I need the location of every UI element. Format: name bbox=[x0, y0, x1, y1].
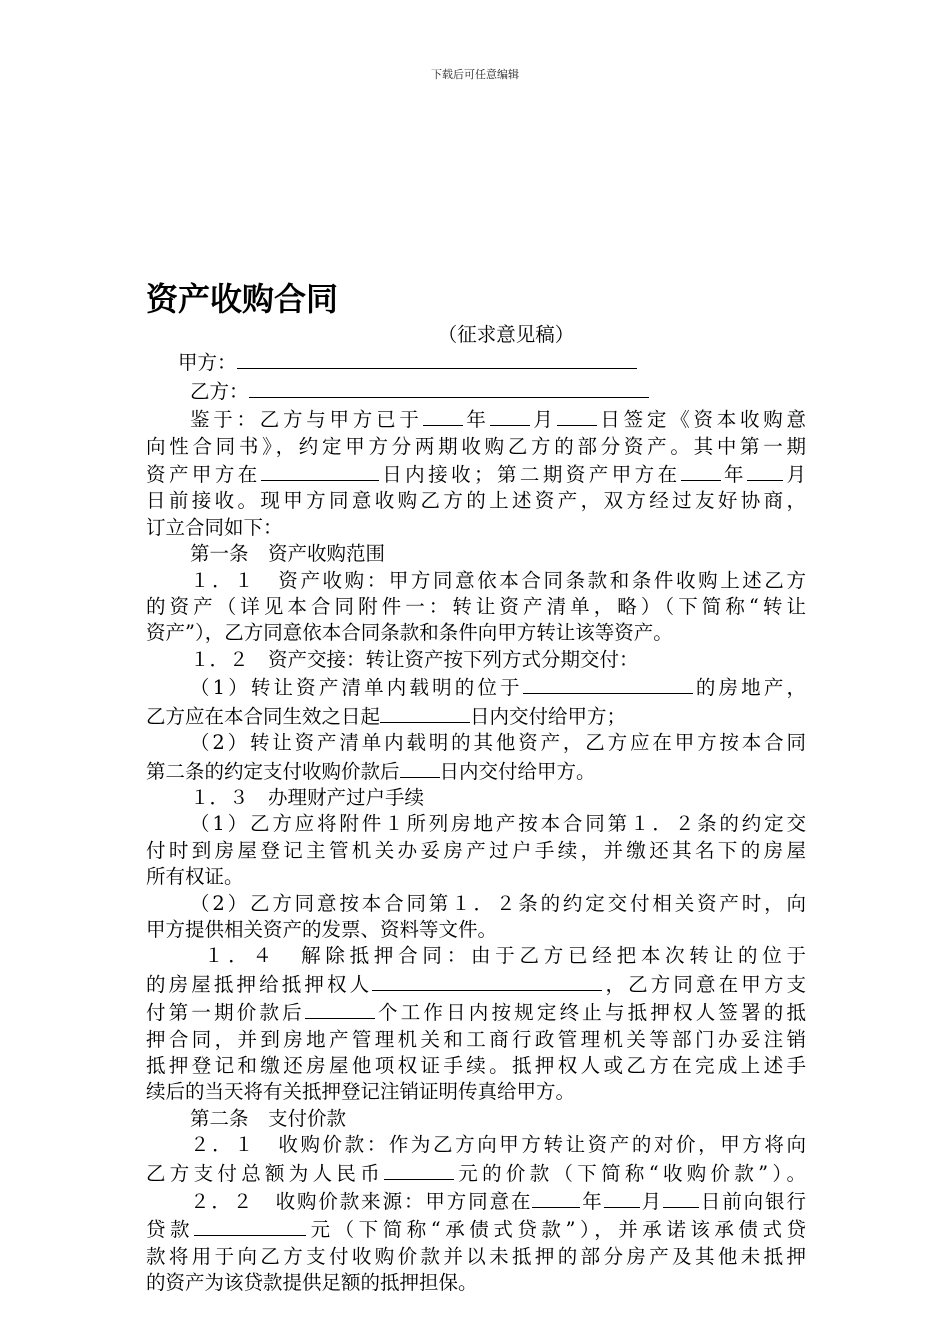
blank-days bbox=[400, 757, 440, 778]
blank-loan-amount bbox=[194, 1215, 306, 1236]
s14-line-5: 抵押登记和缴还房屋他项权证手续。抵押权人或乙方在完成上述手 bbox=[146, 1053, 806, 1077]
s11-line-2: 的资产（详见本合同附件一：转让资产清单，略）（下简称“转让 bbox=[146, 595, 806, 619]
whereas-line-4: 日前接收。现甲方同意收购乙方的上述资产，双方经过友好协商， bbox=[146, 489, 806, 513]
s13-heading: １．３ 办理财产过户手续 bbox=[190, 785, 425, 809]
text: 鉴于：乙方与甲方已于 bbox=[190, 408, 423, 432]
text: 日内交付给甲方； bbox=[470, 704, 627, 728]
s22-line-1 bbox=[146, 1187, 806, 1215]
s14-line-4: 押合同，并到房地产管理机关和工商行政管理机关等部门办妥注销 bbox=[146, 1027, 806, 1051]
text: 的房屋抵押给抵押权人 bbox=[146, 972, 373, 996]
whereas-line-2: 向性合同书》，约定甲方分两期收购乙方的部分资产。其中第一期 bbox=[146, 434, 806, 458]
blank-location bbox=[523, 673, 693, 694]
blank-days bbox=[261, 460, 379, 481]
text: 日内交付给甲方。 bbox=[439, 759, 596, 783]
text: 元（下简称“承债式贷款”），并承诺该承债式贷 bbox=[306, 1218, 806, 1242]
s21-line-2 bbox=[146, 1159, 806, 1187]
text: 月 bbox=[639, 1190, 663, 1213]
s13-p1-line-1: （1）乙方应将附件１所列房地产按本合同第１．２条的约定交 bbox=[190, 812, 806, 836]
text: 的房地产， bbox=[692, 676, 806, 700]
article-2-heading: 第二条 支付价款 bbox=[190, 1106, 347, 1130]
party-b-line bbox=[146, 377, 806, 405]
text: 乙方应在本合同生效之日起 bbox=[146, 704, 381, 728]
s22-line-2 bbox=[146, 1215, 806, 1243]
s12-p1-line-1 bbox=[146, 673, 806, 701]
text: 日内接收；第二期资产甲方在 bbox=[378, 463, 681, 487]
blank-month bbox=[604, 1187, 640, 1208]
blank-amount bbox=[384, 1159, 454, 1180]
blank-year bbox=[423, 405, 463, 426]
blank-month bbox=[490, 405, 530, 426]
text: ２．２ 收购价款来源：甲方同意在 bbox=[190, 1190, 533, 1213]
text: 月 bbox=[529, 408, 557, 432]
s13-p1-line-2: 付时到房屋登记主管机关办妥房产过户手续，并缴还其名下的房屋 bbox=[146, 838, 806, 862]
whereas-line-1 bbox=[146, 405, 806, 433]
s12-heading: １．２ 资产交接：转让资产按下列方式分期交付： bbox=[190, 647, 639, 671]
text: 年 bbox=[462, 408, 490, 432]
s14-line-1: １．４ 解除抵押合同：由于乙方已经把本次转让的位于 bbox=[204, 944, 806, 968]
text: ，乙方同意在甲方支 bbox=[602, 972, 806, 996]
party-a-line bbox=[146, 348, 806, 376]
blank-days bbox=[380, 702, 470, 723]
s13-p2-line-1: （2）乙方同意按本合同第１．２条的约定交付相关资产时，向 bbox=[190, 891, 806, 915]
s22-line-3: 款将用于向乙方支付收购价款并以未抵押的部分房产及其他未抵押 bbox=[146, 1244, 806, 1268]
party-a-blank bbox=[237, 348, 637, 369]
text: 乙方支付总额为人民币 bbox=[146, 1161, 384, 1185]
s13-p1-line-3: 所有权证。 bbox=[146, 865, 244, 889]
whereas-line-5: 订立合同如下： bbox=[146, 515, 283, 539]
blank-workdays bbox=[305, 998, 375, 1019]
text: 年 bbox=[720, 463, 747, 487]
text: （1）转让资产清单内载明的位于 bbox=[190, 676, 523, 700]
document-title: 资产收购合同 bbox=[146, 280, 339, 318]
document-body bbox=[146, 322, 806, 1297]
s14-line-2 bbox=[146, 970, 806, 998]
party-b-label: 乙方： bbox=[190, 379, 249, 403]
text: 月 bbox=[783, 463, 806, 487]
s14-line-6: 续后的当天将有关抵押登记注销证明传真给甲方。 bbox=[146, 1080, 576, 1104]
s11-line-3: 资产”），乙方同意依本合同条款和条件向甲方转让该等资产。 bbox=[146, 621, 673, 645]
blank-month bbox=[747, 460, 783, 481]
blank-mortgagee bbox=[372, 970, 602, 991]
text: 日签定《资本收购意 bbox=[596, 408, 806, 432]
s12-p2-line-2 bbox=[146, 757, 806, 785]
header-note: 下载后可任意编辑 bbox=[431, 68, 519, 81]
s13-p2-line-2: 甲方提供相关资产的发票、资料等文件。 bbox=[146, 917, 498, 941]
text: 付第一期价款后 bbox=[146, 1001, 305, 1025]
party-a-label: 甲方： bbox=[178, 351, 237, 375]
party-b-blank bbox=[249, 377, 649, 398]
whereas-line-3 bbox=[146, 460, 806, 488]
s22-line-4: 的资产为该贷款提供足额的抵押担保。 bbox=[146, 1271, 478, 1295]
blank-year bbox=[681, 460, 721, 481]
text: 贷款 bbox=[146, 1218, 195, 1242]
text: 第二条的约定支付收购价款后 bbox=[146, 759, 400, 783]
text: 年 bbox=[580, 1190, 604, 1213]
blank-day bbox=[663, 1187, 699, 1208]
subtitle: （征求意见稿） bbox=[437, 323, 575, 346]
s14-line-3 bbox=[146, 998, 806, 1026]
s12-p1-line-2 bbox=[146, 702, 806, 730]
text: 元的价款（下简称“收购价款”）。 bbox=[454, 1161, 806, 1185]
s12-p2-line-1: （2）转让资产清单内载明的其他资产，乙方应在甲方按本合同 bbox=[190, 731, 806, 755]
s21-line-1: ２．１ 收购价款：作为乙方向甲方转让资产的对价，甲方将向 bbox=[190, 1133, 806, 1157]
s11-line-1: １．１ 资产收购：甲方同意依本合同条款和条件收购上述乙方 bbox=[190, 568, 806, 592]
text: 资产甲方在 bbox=[146, 463, 261, 487]
article-1-heading: 第一条 资产收购范围 bbox=[190, 542, 386, 566]
text: 日前向银行 bbox=[698, 1190, 806, 1213]
blank-day bbox=[557, 405, 597, 426]
text: 个工作日内按规定终止与抵押权人签署的抵 bbox=[374, 1001, 806, 1025]
blank-year bbox=[532, 1187, 580, 1208]
